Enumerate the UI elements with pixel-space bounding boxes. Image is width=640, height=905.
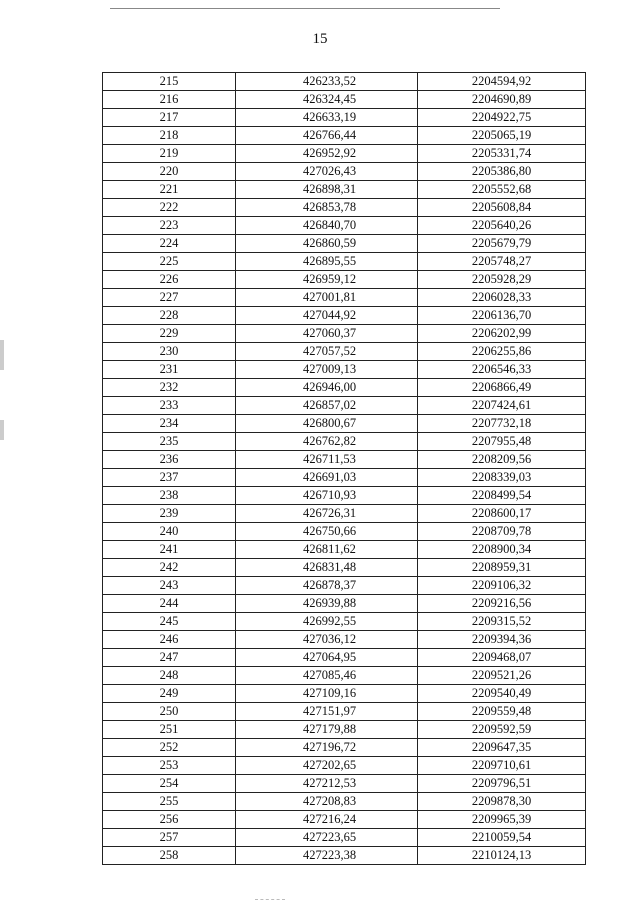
table-row: [103, 793, 586, 811]
y-coordinate-cell: 2208339,03: [418, 469, 586, 487]
point-number-cell: 236: [103, 451, 236, 469]
x-coordinate-cell: 426711,53: [236, 451, 418, 469]
x-coordinate-cell: 427151,97: [236, 703, 418, 721]
table-row: [103, 91, 586, 109]
table-row: [103, 487, 586, 505]
point-number-cell: 227: [103, 289, 236, 307]
y-coordinate-cell: 2209106,32: [418, 577, 586, 595]
table-row: [103, 703, 586, 721]
table-row: [103, 199, 586, 217]
x-coordinate-cell: 426840,70: [236, 217, 418, 235]
point-number-cell: 237: [103, 469, 236, 487]
table-row: [103, 577, 586, 595]
y-coordinate-cell: 2209965,39: [418, 811, 586, 829]
table-row: [103, 631, 586, 649]
y-coordinate-cell: 2205065,19: [418, 127, 586, 145]
y-coordinate-cell: 2210124,13: [418, 847, 586, 865]
y-coordinate-cell: 2207424,61: [418, 397, 586, 415]
x-coordinate-cell: 426633,19: [236, 109, 418, 127]
y-coordinate-cell: 2209647,35: [418, 739, 586, 757]
x-coordinate-cell: 426946,00: [236, 379, 418, 397]
x-coordinate-cell: 427036,12: [236, 631, 418, 649]
table-row: [103, 523, 586, 541]
x-coordinate-cell: 426811,62: [236, 541, 418, 559]
x-coordinate-cell: 427044,92: [236, 307, 418, 325]
table-row: [103, 541, 586, 559]
y-coordinate-cell: 2209468,07: [418, 649, 586, 667]
y-coordinate-cell: 2208209,56: [418, 451, 586, 469]
x-coordinate-cell: 427057,52: [236, 343, 418, 361]
y-coordinate-cell: 2205608,84: [418, 199, 586, 217]
table-row: [103, 595, 586, 613]
x-coordinate-cell: 427026,43: [236, 163, 418, 181]
table-row: [103, 775, 586, 793]
table-row: [103, 559, 586, 577]
x-coordinate-cell: 427223,38: [236, 847, 418, 865]
point-number-cell: 222: [103, 199, 236, 217]
table-row: [103, 235, 586, 253]
x-coordinate-cell: 426860,59: [236, 235, 418, 253]
y-coordinate-cell: 2208709,78: [418, 523, 586, 541]
table-row: [103, 451, 586, 469]
table-row: [103, 721, 586, 739]
page-number: 15: [312, 31, 328, 47]
y-coordinate-cell: 2205331,74: [418, 145, 586, 163]
y-coordinate-cell: 2204594,92: [418, 73, 586, 91]
table-row: [103, 289, 586, 307]
y-coordinate-cell: 2209216,56: [418, 595, 586, 613]
x-coordinate-cell: 426853,78: [236, 199, 418, 217]
point-number-cell: 247: [103, 649, 236, 667]
x-coordinate-cell: 427001,81: [236, 289, 418, 307]
scan-footer-mark: [255, 899, 285, 900]
coordinates-table-body: [103, 73, 586, 865]
x-coordinate-cell: 427196,72: [236, 739, 418, 757]
x-coordinate-cell: 427179,88: [236, 721, 418, 739]
point-number-cell: 244: [103, 595, 236, 613]
y-coordinate-cell: 2209315,52: [418, 613, 586, 631]
y-coordinate-cell: 2206136,70: [418, 307, 586, 325]
point-number-cell: 215: [103, 73, 236, 91]
point-number-cell: 219: [103, 145, 236, 163]
point-number-cell: 258: [103, 847, 236, 865]
table-row: [103, 415, 586, 433]
table-row: [103, 379, 586, 397]
table-row: [103, 811, 586, 829]
point-number-cell: 252: [103, 739, 236, 757]
table-row: [103, 253, 586, 271]
point-number-cell: 239: [103, 505, 236, 523]
coordinates-table: [102, 72, 586, 865]
x-coordinate-cell: 426952,92: [236, 145, 418, 163]
point-number-cell: 240: [103, 523, 236, 541]
table-row: [103, 73, 586, 91]
x-coordinate-cell: 426766,44: [236, 127, 418, 145]
point-number-cell: 241: [103, 541, 236, 559]
point-number-cell: 225: [103, 253, 236, 271]
point-number-cell: 221: [103, 181, 236, 199]
point-number-cell: 250: [103, 703, 236, 721]
y-coordinate-cell: 2209394,36: [418, 631, 586, 649]
point-number-cell: 255: [103, 793, 236, 811]
x-coordinate-cell: 426959,12: [236, 271, 418, 289]
point-number-cell: 218: [103, 127, 236, 145]
point-number-cell: 220: [103, 163, 236, 181]
top-rule: [110, 8, 500, 9]
x-coordinate-cell: 426324,45: [236, 91, 418, 109]
table-row: [103, 757, 586, 775]
x-coordinate-cell: 426992,55: [236, 613, 418, 631]
scan-edge-mark: [0, 420, 4, 440]
x-coordinate-cell: 426691,03: [236, 469, 418, 487]
x-coordinate-cell: 426857,02: [236, 397, 418, 415]
table-row: [103, 649, 586, 667]
table-row: [103, 847, 586, 865]
y-coordinate-cell: 2205748,27: [418, 253, 586, 271]
point-number-cell: 257: [103, 829, 236, 847]
table-row: [103, 397, 586, 415]
point-number-cell: 254: [103, 775, 236, 793]
x-coordinate-cell: 426710,93: [236, 487, 418, 505]
point-number-cell: 217: [103, 109, 236, 127]
y-coordinate-cell: 2209540,49: [418, 685, 586, 703]
y-coordinate-cell: 2205552,68: [418, 181, 586, 199]
table-row: [103, 685, 586, 703]
y-coordinate-cell: 2205640,26: [418, 217, 586, 235]
x-coordinate-cell: 427060,37: [236, 325, 418, 343]
point-number-cell: 231: [103, 361, 236, 379]
x-coordinate-cell: 427009,13: [236, 361, 418, 379]
x-coordinate-cell: 427064,95: [236, 649, 418, 667]
table-row: [103, 505, 586, 523]
y-coordinate-cell: 2209592,59: [418, 721, 586, 739]
table-row: [103, 469, 586, 487]
x-coordinate-cell: 427208,83: [236, 793, 418, 811]
x-coordinate-cell: 427216,24: [236, 811, 418, 829]
scan-edge-mark: [0, 340, 4, 370]
y-coordinate-cell: 2204690,89: [418, 91, 586, 109]
x-coordinate-cell: 426898,31: [236, 181, 418, 199]
y-coordinate-cell: 2207955,48: [418, 433, 586, 451]
table-row: [103, 343, 586, 361]
x-coordinate-cell: 426762,82: [236, 433, 418, 451]
table-row: [103, 325, 586, 343]
y-coordinate-cell: 2208600,17: [418, 505, 586, 523]
table-row: [103, 667, 586, 685]
point-number-cell: 243: [103, 577, 236, 595]
x-coordinate-cell: 426878,37: [236, 577, 418, 595]
x-coordinate-cell: 426800,67: [236, 415, 418, 433]
x-coordinate-cell: 426726,31: [236, 505, 418, 523]
point-number-cell: 216: [103, 91, 236, 109]
point-number-cell: 256: [103, 811, 236, 829]
point-number-cell: 229: [103, 325, 236, 343]
x-coordinate-cell: 427202,65: [236, 757, 418, 775]
point-number-cell: 242: [103, 559, 236, 577]
point-number-cell: 245: [103, 613, 236, 631]
y-coordinate-cell: 2206028,33: [418, 289, 586, 307]
table-row: [103, 361, 586, 379]
y-coordinate-cell: 2204922,75: [418, 109, 586, 127]
table-row: [103, 433, 586, 451]
y-coordinate-cell: 2207732,18: [418, 415, 586, 433]
x-coordinate-cell: 426233,52: [236, 73, 418, 91]
point-number-cell: 238: [103, 487, 236, 505]
y-coordinate-cell: 2209878,30: [418, 793, 586, 811]
x-coordinate-cell: 427085,46: [236, 667, 418, 685]
x-coordinate-cell: 427223,65: [236, 829, 418, 847]
point-number-cell: 223: [103, 217, 236, 235]
y-coordinate-cell: 2209521,26: [418, 667, 586, 685]
x-coordinate-cell: 426750,66: [236, 523, 418, 541]
table-row: [103, 271, 586, 289]
y-coordinate-cell: 2208499,54: [418, 487, 586, 505]
y-coordinate-cell: 2210059,54: [418, 829, 586, 847]
table-row: [103, 613, 586, 631]
x-coordinate-cell: 426895,55: [236, 253, 418, 271]
point-number-cell: 233: [103, 397, 236, 415]
table-row: [103, 829, 586, 847]
point-number-cell: 235: [103, 433, 236, 451]
y-coordinate-cell: 2205386,80: [418, 163, 586, 181]
x-coordinate-cell: 426831,48: [236, 559, 418, 577]
x-coordinate-cell: 427109,16: [236, 685, 418, 703]
point-number-cell: 248: [103, 667, 236, 685]
y-coordinate-cell: 2209710,61: [418, 757, 586, 775]
y-coordinate-cell: 2208959,31: [418, 559, 586, 577]
point-number-cell: 253: [103, 757, 236, 775]
table-row: [103, 145, 586, 163]
y-coordinate-cell: 2206255,86: [418, 343, 586, 361]
table-row: [103, 163, 586, 181]
y-coordinate-cell: 2206866,49: [418, 379, 586, 397]
point-number-cell: 249: [103, 685, 236, 703]
point-number-cell: 232: [103, 379, 236, 397]
x-coordinate-cell: 426939,88: [236, 595, 418, 613]
point-number-cell: 251: [103, 721, 236, 739]
table-row: [103, 109, 586, 127]
point-number-cell: 246: [103, 631, 236, 649]
table-row: [103, 181, 586, 199]
x-coordinate-cell: 427212,53: [236, 775, 418, 793]
point-number-cell: 228: [103, 307, 236, 325]
table-row: [103, 307, 586, 325]
y-coordinate-cell: 2208900,34: [418, 541, 586, 559]
y-coordinate-cell: 2206202,99: [418, 325, 586, 343]
y-coordinate-cell: 2205679,79: [418, 235, 586, 253]
point-number-cell: 226: [103, 271, 236, 289]
y-coordinate-cell: 2209796,51: [418, 775, 586, 793]
table-row: [103, 739, 586, 757]
y-coordinate-cell: 2205928,29: [418, 271, 586, 289]
table-row: [103, 217, 586, 235]
point-number-cell: 224: [103, 235, 236, 253]
y-coordinate-cell: 2206546,33: [418, 361, 586, 379]
table-row: [103, 127, 586, 145]
point-number-cell: 230: [103, 343, 236, 361]
y-coordinate-cell: 2209559,48: [418, 703, 586, 721]
point-number-cell: 234: [103, 415, 236, 433]
